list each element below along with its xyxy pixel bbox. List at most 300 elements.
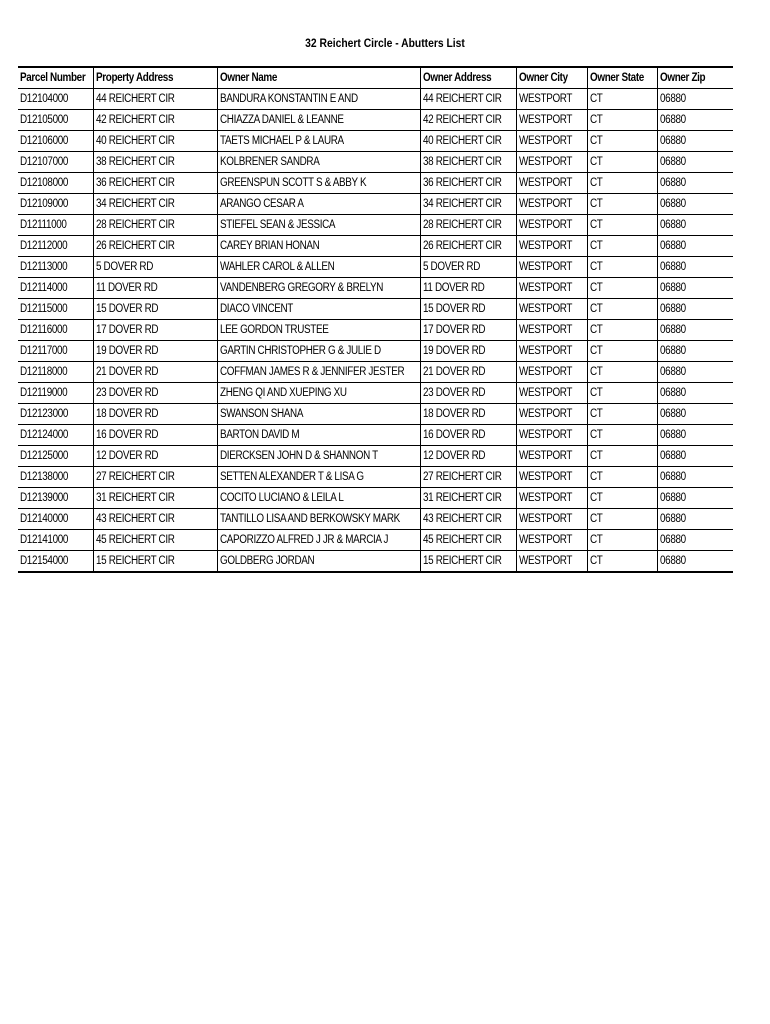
cell-text: 06880 <box>659 492 686 504</box>
cell-owner-address <box>420 446 516 467</box>
cell-text: CT <box>589 303 602 315</box>
cell-owner-state <box>587 404 657 425</box>
cell-owner-name <box>217 257 420 278</box>
cell-parcel-number <box>18 194 93 215</box>
cell-owner-city <box>516 236 587 257</box>
cell-owner-zip <box>657 488 733 509</box>
cell-text: 06880 <box>659 429 686 441</box>
cell-text: WESTPORT <box>518 345 572 357</box>
cell-text: LEE GORDON TRUSTEE <box>219 324 328 336</box>
cell-text: 23 DOVER RD <box>422 387 485 399</box>
cell-owner-name <box>217 530 420 551</box>
cell-text: D12108000 <box>20 177 69 189</box>
cell-owner-zip <box>657 194 733 215</box>
cell-owner-state <box>587 194 657 215</box>
cell-text: CT <box>589 387 602 399</box>
cell-text: 34 REICHERT CIR <box>422 198 502 210</box>
cell-text: 06880 <box>659 240 686 252</box>
cell-owner-address <box>420 488 516 509</box>
cell-text: CT <box>589 555 602 567</box>
cell-text: 16 DOVER RD <box>422 429 485 441</box>
table-row <box>18 257 733 278</box>
cell-text: 31 REICHERT CIR <box>95 492 175 504</box>
cell-text: 45 REICHERT CIR <box>95 534 175 546</box>
cell-property-address <box>93 446 217 467</box>
cell-text: 36 REICHERT CIR <box>422 177 502 189</box>
column-header-owner-name <box>217 67 420 89</box>
column-header-owner-state <box>587 67 657 89</box>
cell-property-address <box>93 530 217 551</box>
cell-text: CT <box>589 324 602 336</box>
cell-owner-address <box>420 341 516 362</box>
cell-text: COCITO LUCIANO & LEILA L <box>219 492 343 504</box>
cell-text: D12104000 <box>20 93 69 105</box>
cell-text: CT <box>589 345 602 357</box>
cell-owner-city <box>516 110 587 131</box>
cell-owner-zip <box>657 89 733 110</box>
cell-text: KOLBRENER SANDRA <box>219 156 319 168</box>
cell-property-address <box>93 467 217 488</box>
cell-text: CT <box>589 282 602 294</box>
cell-owner-address <box>420 425 516 446</box>
cell-owner-zip <box>657 131 733 152</box>
cell-owner-name <box>217 278 420 299</box>
cell-text: 40 REICHERT CIR <box>95 135 175 147</box>
cell-text: WESTPORT <box>518 429 572 441</box>
cell-owner-name <box>217 110 420 131</box>
cell-owner-state <box>587 89 657 110</box>
cell-text: CAREY BRIAN HONAN <box>219 240 319 252</box>
cell-text: 11 DOVER RD <box>95 282 157 294</box>
cell-owner-address <box>420 236 516 257</box>
cell-owner-state <box>587 446 657 467</box>
cell-owner-address <box>420 131 516 152</box>
column-header-label: Owner City <box>518 72 568 84</box>
cell-owner-state <box>587 341 657 362</box>
cell-text: 26 REICHERT CIR <box>95 240 175 252</box>
table-row <box>18 320 733 341</box>
cell-owner-zip <box>657 551 733 573</box>
cell-text: WESTPORT <box>518 534 572 546</box>
cell-text: ZHENG QI AND XUEPING XU <box>219 387 347 399</box>
cell-property-address <box>93 194 217 215</box>
cell-text: CT <box>589 492 602 504</box>
cell-owner-city <box>516 467 587 488</box>
cell-owner-zip <box>657 173 733 194</box>
cell-text: CT <box>589 177 602 189</box>
cell-text: 44 REICHERT CIR <box>95 93 175 105</box>
cell-property-address <box>93 173 217 194</box>
cell-owner-state <box>587 131 657 152</box>
cell-owner-city <box>516 530 587 551</box>
cell-parcel-number <box>18 131 93 152</box>
cell-owner-address <box>420 194 516 215</box>
cell-property-address <box>93 257 217 278</box>
cell-text: ARANGO CESAR A <box>219 198 304 210</box>
cell-text: TAETS MICHAEL P & LAURA <box>219 135 344 147</box>
cell-text: WESTPORT <box>518 471 572 483</box>
cell-text: WESTPORT <box>518 135 572 147</box>
cell-text: 11 DOVER RD <box>422 282 484 294</box>
cell-text: 18 DOVER RD <box>422 408 485 420</box>
cell-text: 45 REICHERT CIR <box>422 534 502 546</box>
column-header-label: Owner Name <box>219 72 277 84</box>
cell-text: GARTIN CHRISTOPHER G & JULIE D <box>219 345 381 357</box>
cell-property-address <box>93 509 217 530</box>
cell-property-address <box>93 404 217 425</box>
cell-owner-state <box>587 530 657 551</box>
cell-text: D12117000 <box>20 345 68 357</box>
cell-owner-zip <box>657 152 733 173</box>
cell-parcel-number <box>18 110 93 131</box>
cell-property-address <box>93 152 217 173</box>
cell-owner-zip <box>657 383 733 404</box>
cell-owner-state <box>587 152 657 173</box>
cell-text: CHIAZZA DANIEL & LEANNE <box>219 114 344 126</box>
cell-text: 21 DOVER RD <box>95 366 158 378</box>
cell-text: 06880 <box>659 135 686 147</box>
table-row <box>18 467 733 488</box>
cell-owner-city <box>516 446 587 467</box>
cell-owner-address <box>420 215 516 236</box>
column-header-owner-city <box>516 67 587 89</box>
cell-text: D12154000 <box>20 555 69 567</box>
cell-parcel-number <box>18 530 93 551</box>
cell-owner-state <box>587 488 657 509</box>
cell-owner-name <box>217 404 420 425</box>
cell-property-address <box>93 278 217 299</box>
cell-owner-state <box>587 278 657 299</box>
table-row <box>18 110 733 131</box>
header-row <box>18 67 733 89</box>
cell-text: TANTILLO LISA AND BERKOWSKY MARK <box>219 513 400 525</box>
cell-property-address <box>93 320 217 341</box>
cell-text: 19 DOVER RD <box>95 345 158 357</box>
cell-text: 40 REICHERT CIR <box>422 135 502 147</box>
cell-text: 15 REICHERT CIR <box>422 555 502 567</box>
cell-owner-name <box>217 488 420 509</box>
column-header-owner-address <box>420 67 516 89</box>
cell-owner-zip <box>657 110 733 131</box>
cell-property-address <box>93 362 217 383</box>
cell-text: D12123000 <box>20 408 69 420</box>
cell-property-address <box>93 110 217 131</box>
cell-owner-city <box>516 404 587 425</box>
cell-text: BARTON DAVID M <box>219 429 299 441</box>
cell-text: 38 REICHERT CIR <box>95 156 175 168</box>
cell-text: 06880 <box>659 282 686 294</box>
cell-text: WESTPORT <box>518 282 572 294</box>
cell-text: WESTPORT <box>518 198 572 210</box>
cell-owner-state <box>587 110 657 131</box>
cell-text: 27 REICHERT CIR <box>95 471 175 483</box>
cell-text: STIEFEL SEAN & JESSICA <box>219 219 335 231</box>
cell-owner-address <box>420 152 516 173</box>
cell-text: CT <box>589 135 602 147</box>
cell-text: 06880 <box>659 513 686 525</box>
cell-owner-zip <box>657 257 733 278</box>
cell-text: CT <box>589 240 602 252</box>
table-row <box>18 509 733 530</box>
cell-text: D12118000 <box>20 366 68 378</box>
cell-owner-state <box>587 236 657 257</box>
cell-text: CT <box>589 93 602 105</box>
cell-owner-city <box>516 278 587 299</box>
cell-owner-name <box>217 131 420 152</box>
cell-text: CT <box>589 198 602 210</box>
cell-property-address <box>93 488 217 509</box>
cell-parcel-number <box>18 425 93 446</box>
cell-text: 06880 <box>659 450 686 462</box>
cell-text: D12138000 <box>20 471 69 483</box>
cell-owner-zip <box>657 425 733 446</box>
cell-text: 06880 <box>659 177 686 189</box>
cell-text: WESTPORT <box>518 303 572 315</box>
cell-text: 06880 <box>659 324 686 336</box>
cell-text: CT <box>589 366 602 378</box>
table-row <box>18 383 733 404</box>
cell-owner-state <box>587 173 657 194</box>
column-header-owner-zip <box>657 67 733 89</box>
cell-property-address <box>93 236 217 257</box>
cell-text: WESTPORT <box>518 156 572 168</box>
cell-parcel-number <box>18 341 93 362</box>
cell-owner-zip <box>657 509 733 530</box>
cell-text: D12111000 <box>20 219 67 231</box>
cell-text: WESTPORT <box>518 555 572 567</box>
cell-text: 06880 <box>659 303 686 315</box>
cell-owner-city <box>516 89 587 110</box>
cell-text: CT <box>589 513 602 525</box>
cell-owner-name <box>217 299 420 320</box>
cell-text: GREENSPUN SCOTT S & ABBY K <box>219 177 366 189</box>
column-header-label: Owner State <box>589 72 644 84</box>
table-row <box>18 446 733 467</box>
cell-owner-zip <box>657 530 733 551</box>
cell-parcel-number <box>18 551 93 573</box>
cell-text: WESTPORT <box>518 93 572 105</box>
cell-text: CT <box>589 261 602 273</box>
cell-text: WESTPORT <box>518 219 572 231</box>
cell-text: 18 DOVER RD <box>95 408 158 420</box>
cell-parcel-number <box>18 404 93 425</box>
cell-owner-city <box>516 299 587 320</box>
cell-text: WESTPORT <box>518 114 572 126</box>
cell-property-address <box>93 89 217 110</box>
cell-parcel-number <box>18 320 93 341</box>
cell-text: 06880 <box>659 261 686 273</box>
cell-text: CT <box>589 408 602 420</box>
cell-text: WESTPORT <box>518 387 572 399</box>
cell-owner-name <box>217 89 420 110</box>
cell-text: CT <box>589 156 602 168</box>
cell-text: 06880 <box>659 198 686 210</box>
cell-text: WESTPORT <box>518 177 572 189</box>
cell-text: 06880 <box>659 387 686 399</box>
table-row <box>18 404 733 425</box>
cell-text: D12139000 <box>20 492 69 504</box>
cell-owner-address <box>420 404 516 425</box>
cell-owner-state <box>587 320 657 341</box>
cell-text: 06880 <box>659 555 686 567</box>
cell-text: 06880 <box>659 534 686 546</box>
cell-owner-zip <box>657 467 733 488</box>
table-row <box>18 194 733 215</box>
cell-owner-city <box>516 152 587 173</box>
cell-text: DIACO VINCENT <box>219 303 293 315</box>
cell-owner-zip <box>657 362 733 383</box>
cell-text: WESTPORT <box>518 366 572 378</box>
table-row <box>18 530 733 551</box>
cell-property-address <box>93 215 217 236</box>
cell-owner-address <box>420 299 516 320</box>
cell-owner-name <box>217 509 420 530</box>
cell-parcel-number <box>18 362 93 383</box>
cell-owner-name <box>217 173 420 194</box>
cell-owner-city <box>516 383 587 404</box>
cell-owner-zip <box>657 236 733 257</box>
cell-owner-address <box>420 320 516 341</box>
cell-owner-city <box>516 215 587 236</box>
cell-text: 42 REICHERT CIR <box>422 114 502 126</box>
cell-owner-state <box>587 509 657 530</box>
cell-text: D12119000 <box>20 387 68 399</box>
cell-parcel-number <box>18 488 93 509</box>
cell-text: D12107000 <box>20 156 69 168</box>
cell-owner-state <box>587 215 657 236</box>
cell-property-address <box>93 383 217 404</box>
cell-owner-name <box>217 383 420 404</box>
cell-text: 21 DOVER RD <box>422 366 485 378</box>
table-row <box>18 131 733 152</box>
cell-text: 06880 <box>659 93 686 105</box>
cell-text: 06880 <box>659 219 686 231</box>
cell-owner-zip <box>657 341 733 362</box>
cell-owner-city <box>516 320 587 341</box>
cell-owner-name <box>217 341 420 362</box>
cell-text: WAHLER CAROL & ALLEN <box>219 261 334 273</box>
cell-parcel-number <box>18 299 93 320</box>
cell-text: CT <box>589 450 602 462</box>
table-row <box>18 425 733 446</box>
cell-text: COFFMAN JAMES R & JENNIFER JESTER <box>219 366 404 378</box>
cell-owner-address <box>420 530 516 551</box>
cell-text: BANDURA KONSTANTIN E AND <box>219 93 358 105</box>
cell-text: 43 REICHERT CIR <box>95 513 175 525</box>
cell-text: D12106000 <box>20 135 69 147</box>
column-header-property-address <box>93 67 217 89</box>
table-row <box>18 299 733 320</box>
cell-text: WESTPORT <box>518 408 572 420</box>
cell-property-address <box>93 551 217 573</box>
cell-parcel-number <box>18 467 93 488</box>
cell-text: D12112000 <box>20 240 68 252</box>
table-row <box>18 173 733 194</box>
cell-text: SETTEN ALEXANDER T & LISA G <box>219 471 364 483</box>
cell-text: 43 REICHERT CIR <box>422 513 502 525</box>
cell-text: WESTPORT <box>518 450 572 462</box>
cell-text: 06880 <box>659 156 686 168</box>
cell-property-address <box>93 341 217 362</box>
cell-owner-name <box>217 215 420 236</box>
cell-owner-address <box>420 257 516 278</box>
cell-parcel-number <box>18 509 93 530</box>
page-title: 32 Reichert Circle - Abutters List <box>305 36 465 50</box>
table-row <box>18 89 733 110</box>
cell-text: 23 DOVER RD <box>95 387 158 399</box>
cell-text: 34 REICHERT CIR <box>95 198 175 210</box>
cell-owner-state <box>587 299 657 320</box>
table-row <box>18 362 733 383</box>
cell-owner-zip <box>657 446 733 467</box>
cell-owner-zip <box>657 299 733 320</box>
cell-text: D12141000 <box>20 534 69 546</box>
cell-text: D12113000 <box>20 261 68 273</box>
column-header-parcel-number <box>18 67 93 89</box>
cell-text: 27 REICHERT CIR <box>422 471 502 483</box>
cell-text: 31 REICHERT CIR <box>422 492 502 504</box>
cell-text: 44 REICHERT CIR <box>422 93 502 105</box>
cell-parcel-number <box>18 215 93 236</box>
cell-text: 15 REICHERT CIR <box>95 555 175 567</box>
cell-owner-city <box>516 509 587 530</box>
column-header-label: Parcel Number <box>20 72 86 84</box>
cell-owner-state <box>587 383 657 404</box>
cell-text: 42 REICHERT CIR <box>95 114 175 126</box>
cell-text: 15 DOVER RD <box>95 303 158 315</box>
cell-owner-name <box>217 467 420 488</box>
cell-owner-city <box>516 173 587 194</box>
cell-text: 5 DOVER RD <box>422 261 480 273</box>
cell-text: 17 DOVER RD <box>95 324 158 336</box>
cell-owner-address <box>420 278 516 299</box>
cell-owner-state <box>587 551 657 573</box>
table-row <box>18 215 733 236</box>
cell-text: WESTPORT <box>518 261 572 273</box>
cell-owner-address <box>420 467 516 488</box>
table-row <box>18 341 733 362</box>
cell-text: CAPORIZZO ALFRED J JR & MARCIA J <box>219 534 388 546</box>
column-header-label: Property Address <box>95 72 173 84</box>
abutters-table <box>18 66 733 573</box>
table-header <box>18 67 733 89</box>
cell-owner-zip <box>657 404 733 425</box>
cell-text: 38 REICHERT CIR <box>422 156 502 168</box>
cell-owner-city <box>516 551 587 573</box>
table-row <box>18 236 733 257</box>
cell-text: DIERCKSEN JOHN D & SHANNON T <box>219 450 378 462</box>
cell-text: CT <box>589 114 602 126</box>
cell-owner-name <box>217 194 420 215</box>
cell-owner-address <box>420 509 516 530</box>
column-header-label: Owner Address <box>422 72 491 84</box>
cell-parcel-number <box>18 173 93 194</box>
cell-text: 26 REICHERT CIR <box>422 240 502 252</box>
cell-property-address <box>93 131 217 152</box>
cell-property-address <box>93 299 217 320</box>
cell-text: D12114000 <box>20 282 68 294</box>
cell-owner-state <box>587 425 657 446</box>
cell-owner-address <box>420 110 516 131</box>
cell-text: 12 DOVER RD <box>95 450 158 462</box>
table-body <box>18 89 733 573</box>
cell-text: D12116000 <box>20 324 68 336</box>
cell-text: CT <box>589 219 602 231</box>
cell-text: 17 DOVER RD <box>422 324 485 336</box>
cell-text: GOLDBERG JORDAN <box>219 555 314 567</box>
cell-parcel-number <box>18 446 93 467</box>
cell-text: 06880 <box>659 408 686 420</box>
